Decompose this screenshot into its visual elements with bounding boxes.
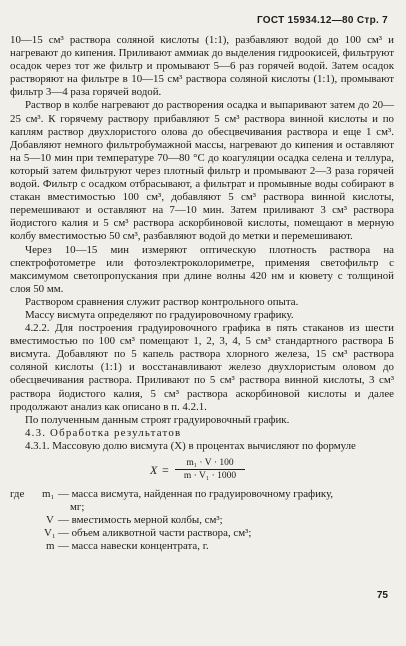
formula-legend <box>10 488 394 553</box>
paragraph-2: Раствор в колбе нагревают до растворения осадка и выпаривают затем до 20—25 см³. К горячему раствору прибавляют 5 см³ раствора винной кислоты и по каплям раствор двухлористого олова до обесцвечивания раствора и еще 1 см³. Добавляют немного фильтробумажной массы, нагревают до кипения и оставляют на 5—10 мин при температуре 70—80 °С до коагуляции осадка селена и теллура, который затем фильтруют через плотный фильтр и промывают 2—3 раза горячей водой. Фильтр с осадком отбрасывают, а фильтрат и промывные воды собирают в стакан вместимостью 100 см³, добавляют 5 см³ раствора винной кислоты, перемешивают и оставляют на 7—10 мин. Затем приливают 3 см³ раствора йодистого калия и 5 см³ раствора аскорбиновой кислоты, помещают в мерную колбу вместимостью 50 см³, разбавляют водой до метки и перемешивают. <box>10 99 394 243</box>
legend-symbol: m₁ <box>42 488 55 500</box>
formula-lhs: X <box>150 463 158 477</box>
paragraph-5: Массу висмута определяют по градуировочному графику. <box>25 308 294 321</box>
formula-equals: = <box>162 463 169 477</box>
page-number: 75 <box>376 590 388 601</box>
formula-numerator: m₁ · V · 100 <box>175 458 245 470</box>
legend-symbol: V <box>46 514 54 527</box>
legend-row <box>10 501 394 514</box>
legend-where: где <box>10 488 25 500</box>
paragraph-6: 4.2.2. Для построения градуировочного графика в пять стаканов из шести вместимостью по 100 см³ помещают 1, 2, 3, 4, 5 см³ стандартного раствора Б висмута. Добавляют по 5 капель раствора хлорного железа, 15 см³ раствора соляной кислоты (1:1) и восстанавливают железо двухлористым оловом до обесцвечивания раствора. Приливают по 5 см³ раствора винной кислоты, 3 см³ раствора йодистого калия, 5 см³ раствора аскорбиновой кислоты и далее продолжают анализ как описано в п. 4.2.1. <box>10 322 394 413</box>
page-header: ГОСТ 15934.12—80 Стр. 7 <box>256 15 388 26</box>
legend-row <box>10 514 394 527</box>
paragraph-3: Через 10—15 мин измеряют оптическую плотность раствора на спектрофотометре или фотоэлектроколориметре, применяя светофильтр с максимумом светопропускания при длине волны 420 нм и кювету с толщиной слоя 50 мм. <box>10 243 394 295</box>
paragraph-9: 4.3.1. Массовую долю висмута (X) в процентах вычисляют по формуле <box>25 439 356 452</box>
legend-symbol: m <box>46 540 55 553</box>
formula-denominator: m · V₁ · 1000 <box>183 471 237 481</box>
legend-text: — масса навески концентрата, г. <box>58 540 209 553</box>
paragraph-4: Раствором сравнения служит раствор контрольного опыта. <box>25 295 299 308</box>
legend-row <box>10 527 394 540</box>
legend-continuation: мг; <box>70 501 85 514</box>
paragraph-1: 10—15 см³ раствора соляной кислоты (1:1), разбавляют водой до 100 см³ и нагревают до кипения. Приливают аммиак до выделения гидроокисей, фильтруют осадок через тот же фильтр и промывают 5—6 раз горячей водой. Затем осадок растворяют на фильтре в 10—15 см³ раствора соляной кислоты (1:1), промывают фильтр 3—4 раза горячей водой. <box>10 34 394 99</box>
legend-text: — объем аликвотной части раствора, см³; <box>58 527 252 540</box>
legend-symbol: V₁ <box>44 527 56 540</box>
legend-text: — масса висмута, найденная по градуировочному графику, <box>58 488 334 500</box>
paragraph-7: По полученным данным строят градуировочный график. <box>25 413 290 426</box>
legend-row <box>10 540 394 553</box>
formula <box>10 458 394 482</box>
document-body <box>10 34 394 553</box>
legend-text: — вместимость мерной колбы, см³; <box>58 514 223 527</box>
formula-fraction <box>175 458 245 481</box>
section-heading: 4.3. Обработка результатов <box>25 426 182 439</box>
legend-row <box>10 488 394 501</box>
